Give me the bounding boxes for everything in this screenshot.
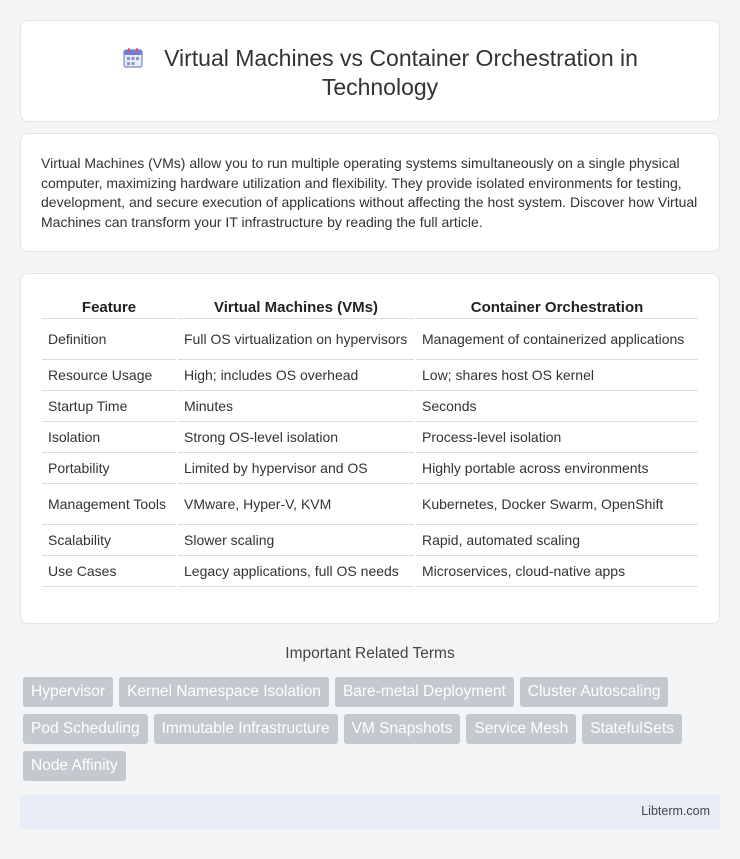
tag-bare-metal-deployment[interactable]: Bare-metal Deployment <box>335 677 514 707</box>
table-row <box>42 318 698 359</box>
cell-vms: High; includes OS overhead <box>177 359 415 390</box>
tag-hypervisor[interactable]: Hypervisor <box>23 677 113 707</box>
cell-feature: Scalability <box>42 524 177 555</box>
tag-service-mesh[interactable]: Service Mesh <box>466 714 576 744</box>
table-row <box>42 452 698 483</box>
table-header-row <box>42 296 698 318</box>
cell-container: Rapid, automated scaling <box>415 524 698 555</box>
tag-cluster-autoscaling[interactable]: Cluster Autoscaling <box>520 677 669 707</box>
cell-feature: Isolation <box>42 421 177 452</box>
footer <box>20 795 720 829</box>
cell-container: Microservices, cloud-native apps <box>415 555 698 586</box>
related-terms-title: Important Related Terms <box>285 645 455 662</box>
table-row <box>42 483 698 524</box>
cell-container: Kubernetes, Docker Swarm, OpenShift <box>415 483 698 524</box>
table-row <box>42 390 698 421</box>
cell-vms: Slower scaling <box>177 524 415 555</box>
cell-feature: Use Cases <box>42 555 177 586</box>
table-row <box>42 524 698 555</box>
header-container: Container Orchestration <box>415 296 698 318</box>
cell-vms: Minutes <box>177 390 415 421</box>
tag-kernel-namespace-isolation[interactable]: Kernel Namespace Isolation <box>119 677 329 707</box>
tag-vm-snapshots[interactable]: VM Snapshots <box>344 714 461 744</box>
comparison-table <box>42 296 698 587</box>
page-title-text: Virtual Machines vs Container Orchestration in Technology <box>164 45 638 100</box>
cell-vms: Strong OS-level isolation <box>177 421 415 452</box>
tag-pod-scheduling[interactable]: Pod Scheduling <box>23 714 148 744</box>
cell-feature: Portability <box>42 452 177 483</box>
cell-container: Process-level isolation <box>415 421 698 452</box>
table-row <box>42 555 698 586</box>
cell-feature: Management Tools <box>42 483 177 524</box>
cell-container: Highly portable across environments <box>415 452 698 483</box>
tag-node-affinity[interactable]: Node Affinity <box>23 751 126 781</box>
title-card <box>20 20 720 122</box>
header-feature: Feature <box>42 296 177 318</box>
intro-paragraph: Virtual Machines (VMs) allow you to run multiple operating systems simultaneously on a single physical computer, maximizing hardware utilization and flexibility. They provide isolated environments for testing, development, and secure execution of applications without affecting the host system. Discover how Virtual Machines can transform your IT infrastructure by reading the full article. <box>41 155 698 230</box>
calendar-icon <box>122 47 144 69</box>
footer-site-link[interactable]: Libterm.com <box>641 804 710 818</box>
cell-vms: VMware, Hyper-V, KVM <box>177 483 415 524</box>
table-row <box>42 359 698 390</box>
cell-feature: Definition <box>42 318 177 359</box>
cell-container: Management of containerized applications <box>415 318 698 359</box>
cell-container: Low; shares host OS kernel <box>415 359 698 390</box>
header-vms: Virtual Machines (VMs) <box>177 296 415 318</box>
related-terms-list <box>23 677 713 788</box>
comparison-card <box>20 273 720 624</box>
cell-vms: Limited by hypervisor and OS <box>177 452 415 483</box>
tag-statefulsets[interactable]: StatefulSets <box>582 714 682 744</box>
page-title <box>122 45 638 100</box>
tag-immutable-infrastructure[interactable]: Immutable Infrastructure <box>154 714 338 744</box>
page-title-wrap <box>81 44 679 102</box>
cell-container: Seconds <box>415 390 698 421</box>
cell-feature: Startup Time <box>42 390 177 421</box>
intro-card <box>20 133 720 252</box>
cell-vms: Full OS virtualization on hypervisors <box>177 318 415 359</box>
table-row <box>42 421 698 452</box>
cell-vms: Legacy applications, full OS needs <box>177 555 415 586</box>
cell-feature: Resource Usage <box>42 359 177 390</box>
